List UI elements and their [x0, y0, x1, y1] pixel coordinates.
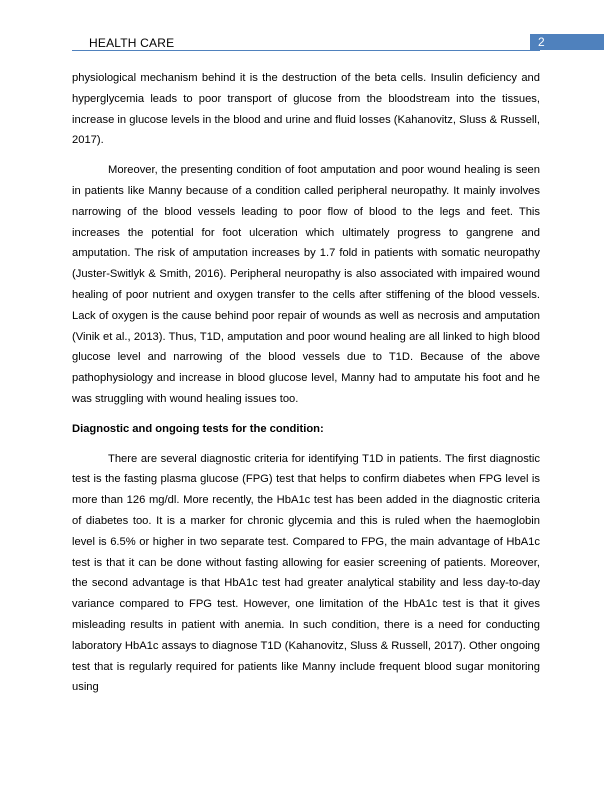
running-header-title: HEALTH CARE	[89, 36, 175, 50]
document-body	[72, 68, 540, 698]
header-rule	[72, 50, 540, 51]
paragraph-spacer	[72, 151, 540, 160]
section-heading-diagnostic-tests: Diagnostic and ongoing tests for the condition:	[72, 422, 324, 435]
paragraph-spacer	[72, 410, 540, 419]
paragraph-spacer	[72, 440, 540, 449]
paragraph-continuation: physiological mechanism behind it is the destruction of the beta cells. Insulin deficiency and hyperglycemia leads to poor transport of glucose from the bloodstream into the tissues, increase in glucose levels in the blood and urine and fluid losses (Kahanovitz, Sluss & Russell, 2017).	[72, 72, 540, 147]
page-number: 2	[538, 35, 545, 49]
paragraph-diagnostic-criteria: There are several diagnostic criteria for identifying T1D in patients. The first diagnostic test is the fasting plasma glucose (FPG) test that helps to confirm diabetes when FPG level is more than 126 mg/dl. More recently, the HbA1c test has been added in the diagnostic criteria of diabetes too. It is a marker for chronic glycemia and this is ruled when the haemoglobin level is 6.5% or higher in two separate test. Compared to FPG, the main advantage of HbA1c test is that it can be done without fasting allowing for easier screening of patients. Moreover, the second advantage is that HbA1c test had greater analytical stability and less day-to-day variance compared to FPG test. However, one limitation of the HbA1c test is that it gives misleading results in patient with anemia. In such condition, there is a need for conducting laboratory HbA1c assays to diagnose T1D (Kahanovitz, Sluss & Russell, 2017). Other ongoing test that is regularly required for patients like Manny include frequent blood sugar monitoring using	[72, 452, 540, 694]
page-number-badge	[530, 34, 604, 50]
paragraph-peripheral-neuropathy: Moreover, the presenting condition of foot amputation and poor wound healing is seen in patients like Manny because of a condition called peripheral neuropathy. It mainly involves narrowing of the blood vessels leading to poor flow of blood to the legs and feet. This increases the potential for foot ulceration which ultimately progress to gangrene and amputation. The risk of amputation increases by 1.7 fold in patients with somatic neuropathy (Juster-Switlyk & Smith, 2016). Peripheral neuropathy is also associated with impaired wound healing of poor nutrient and oxygen transfer to the cells after stiffening of the blood vessels. Lack of oxygen is the cause behind poor repair of wounds as well as necrosis and amputation (Vinik et al., 2013). Thus, T1D, amputation and poor wound healing are all linked to high blood glucose level and narrowing of the blood vessels due to T1D. Because of the above pathophysiology and increase in blood glucose level, Manny had to amputate his foot and he was struggling with wound healing issues too.	[72, 164, 540, 405]
